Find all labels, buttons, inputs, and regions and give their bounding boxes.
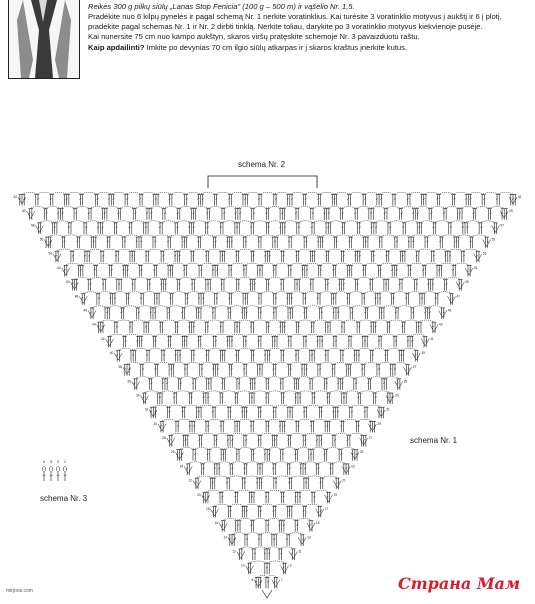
chart-row [27,207,508,220]
row-number-right: 21 [342,478,346,483]
row-number-right: 59 [509,209,513,214]
row-number-right: 43 [438,322,443,327]
finishing-question: Kaip apdailinti? [88,42,145,52]
row-number-left: 58 [30,223,35,228]
row-number-left: 30 [153,421,157,426]
finishing-answer: Imkite po devynias 70 cm ilgio siūlų atkarpas ir į skaros kraštus įnerkite kutus. [144,42,408,52]
row-number-right: 45 [447,308,452,313]
chart-row [18,192,517,205]
row-number-left: 28 [162,436,166,441]
row-number-left: 26 [170,450,175,455]
chart-row [71,278,465,291]
row-number-right: 9 [289,563,292,568]
row-number-right: 61 [518,195,522,199]
row-number-left: 54 [48,251,52,256]
finishing-paragraph [88,43,528,52]
row-number-left: 42 [100,336,105,341]
row-number-left: 22 [188,478,192,483]
chart-row [62,263,473,276]
row-number-left: 8 [251,577,254,582]
row-number-left: 44 [92,322,96,327]
row-number-right: 47 [456,294,461,299]
chart-row [193,476,341,489]
row-number-left: 14 [223,535,227,540]
chart-row [79,292,455,305]
row-number-left: 62 [13,195,17,199]
row-number-left: 52 [57,265,61,270]
row-number-left: 34 [135,393,140,398]
instructions-paragraph-2: Kai nunersite 75 cm nuo kampo aukštyn, skaros viršų pratęskite schemoje Nr. 3 pavaizduotu raštu. [88,32,420,42]
row-number-right: 57 [500,223,504,228]
chart-row [36,221,500,234]
chart-row [254,575,280,588]
chart-row [114,348,420,361]
schema3-label: schema Nr. 3 [40,494,88,503]
row-number-right: 53 [482,251,487,256]
chart-rows [18,192,517,598]
schema2-bracket [208,176,317,188]
row-number-right: 11 [298,549,302,554]
schema3-row-number: 1 [63,459,67,464]
row-number-right: 31 [386,407,390,412]
row-number-right: 19 [333,492,338,497]
row-number-right: 55 [491,237,496,242]
row-number-right: 35 [403,379,408,384]
row-number-right: 33 [395,393,399,398]
crochet-chart [0,150,535,604]
chart-row [167,433,368,446]
row-number-right: 27 [368,436,373,441]
row-number-left: 24 [179,464,184,469]
chart-row [219,519,315,532]
row-number-right: 15 [315,521,320,526]
chart-row [211,504,324,517]
chart-row [202,490,333,503]
chart-row [158,419,376,432]
chart-row [176,448,359,461]
row-number-left: 12 [232,549,236,554]
row-number-right: 37 [412,365,417,370]
schema3-row-number: 2 [56,459,60,464]
row-number-left: 40 [109,350,114,355]
row-number-right: 7 [280,577,283,582]
instructions [88,2,528,53]
chart-row [141,391,395,404]
row-number-right: 51 [474,265,478,270]
chart-row [149,405,385,418]
schema3-row-number: 4 [42,459,46,464]
row-number-right: 41 [430,336,434,341]
site-stamp: mirjoos.com [6,588,33,594]
chart-row [132,377,403,390]
requirements-text: Reikės 300 g pilkų siūlų „Lanas Stop Fenicia" (100 g – 500 m) ir vąšelio Nr. 1,5. [88,2,355,11]
chart-row [44,235,490,248]
row-number-left: 16 [214,521,219,526]
chart-row [184,462,350,475]
chart-row [53,249,482,262]
schema2-label: schema Nr. 2 [238,160,286,169]
row-number-left: 46 [83,308,87,313]
chart-row [123,363,412,376]
row-number-left: 32 [144,407,149,412]
chart-row [97,320,438,333]
row-number-left: 60 [22,209,26,214]
row-number-right: 49 [465,280,469,285]
row-number-right: 25 [359,450,364,455]
row-number-left: 10 [240,563,245,568]
row-number-right: 39 [421,350,425,355]
chart-row [237,547,298,560]
instructions-paragraph-1: Pradėkite nuo 6 kilpų pynelės ir pagal schemą Nr. 1 nerkite voratinklius. Kai turėsite 3 voratinklio motyvus į aukštį ir 6 į plotį, pradėkite pagal schemas Nr. 1 ir Nr. 2 dirbti tinklą. Nerkite toliau, darykite po 3 voratinklio motyvus kiekvienoje pusėje. [88,12,502,31]
schema3-symbol [42,459,66,481]
chart-row [246,561,289,574]
chart-row [228,533,306,546]
schema3-row-number: 3 [49,459,53,464]
row-number-left: 48 [74,294,79,299]
watermark-logo: Страна Мам [398,574,521,593]
chart-row [88,306,447,319]
row-number-left: 50 [65,280,70,285]
row-number-left: 38 [118,365,122,370]
row-number-left: 36 [127,379,131,384]
row-number-left: 56 [39,237,44,242]
row-number-right: 23 [351,464,355,469]
model-photo [8,0,80,79]
row-number-left: 18 [205,506,210,511]
row-number-right: 13 [307,535,311,540]
model-silhouette-icon [9,0,79,78]
row-number-left: 20 [197,492,201,497]
row-number-right: 29 [377,421,381,426]
row-number-right: 17 [324,506,329,511]
chart-row [106,334,430,347]
schema1-label: schema Nr. 1 [410,436,458,445]
